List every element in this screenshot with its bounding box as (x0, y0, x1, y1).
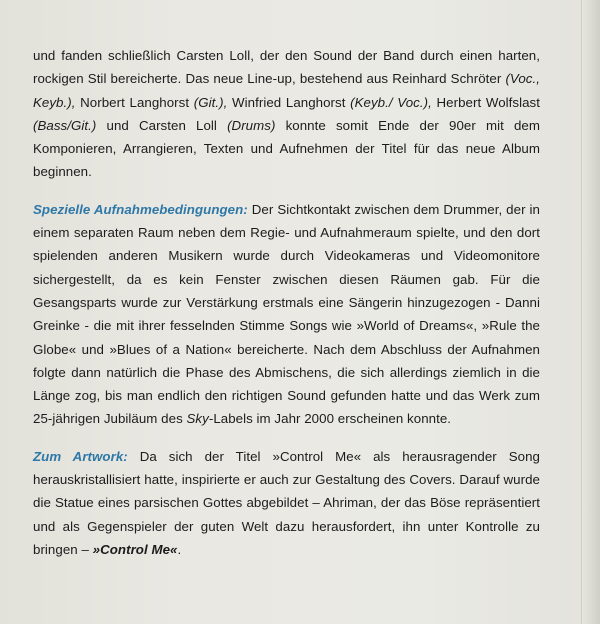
text-run: Winfried Langhorst (227, 94, 351, 110)
paragraph-lead: Zum Artwork: (33, 448, 128, 464)
text-run: Herbert Wolfslast (431, 94, 540, 110)
paragraph-lead: Spezielle Aufnahmebedingungen: (33, 201, 248, 217)
text-run: und fanden schließlich Carsten Loll, der den Sound der Band durch einen harten, rockigen Stil bereicherte. Das neue Line-up, bestehend aus Reinhard Schröter (33, 48, 540, 87)
text-run: (Drums) (227, 117, 276, 133)
text-run: Norbert Langhorst (75, 94, 194, 110)
text-run: »Control Me« (92, 541, 178, 557)
text-run: Der Sichtkontakt zwischen dem Drummer, der in einem separaten Raum neben dem Regie- und Aufnahmeraum spielte, und den dort spielenden anderen Musikern wurde durch Videokameras und Videomonitore sichergestellt, da es kein Fenster zwischen diesen Räumen gab. Für die Gesangsparts wurde zur Verstärkung erstmals eine Sängerin hinzugezogen - Danni Greinke - die mit ihrer fesselnden Stimme Songs wie »World of Dreams«, »Rule the Globe« und »Blues of a Nation« bereicherte. Nach dem Abschluss der Aufnahmen folgte dann natürlich die Phase des Abmischens, die sich allerdings ziemlich in die Länge zog, bis man endlich den richtigen Sound gefunden hatte und das Werk zum 25-jährigen Jubiläum des (33, 201, 540, 427)
text-run: (Voc., Keyb.), (33, 71, 540, 110)
text-run: konnte somit Ende der 90er mit dem Komponieren, Arrangieren, Texten und Aufnehmen der Titel für das neue Album beginnen. (33, 117, 540, 180)
paragraph-artwork (33, 445, 540, 561)
text-run: (Keyb./ Voc.), (350, 94, 432, 110)
text-column (33, 44, 540, 561)
text-run: Da sich der Titel »Control Me« als herausragender Song herauskristallisiert hatte, inspirierte er auch zur Gestaltung des Covers. Darauf wurde die Statue eines parsischen Gottes abgebildet – Ahriman, der das Böse repräsentiert und als Gegenspieler der guten Welt dazu herausfordert, ihn unter Kontrolle zu bringen – (33, 448, 540, 557)
text-run: Sky (186, 411, 209, 427)
text-run: und Carsten Loll (96, 117, 228, 133)
paragraph-recording-conditions (33, 198, 540, 431)
text-run: (Git.), (193, 94, 228, 110)
page-edge (581, 0, 600, 624)
paragraph-lineup (33, 44, 540, 184)
text-run: -Labels im Jahr 2000 erscheinen konnte. (208, 411, 452, 427)
text-run: (Bass/Git.) (33, 117, 97, 133)
text-run: . (177, 541, 182, 557)
